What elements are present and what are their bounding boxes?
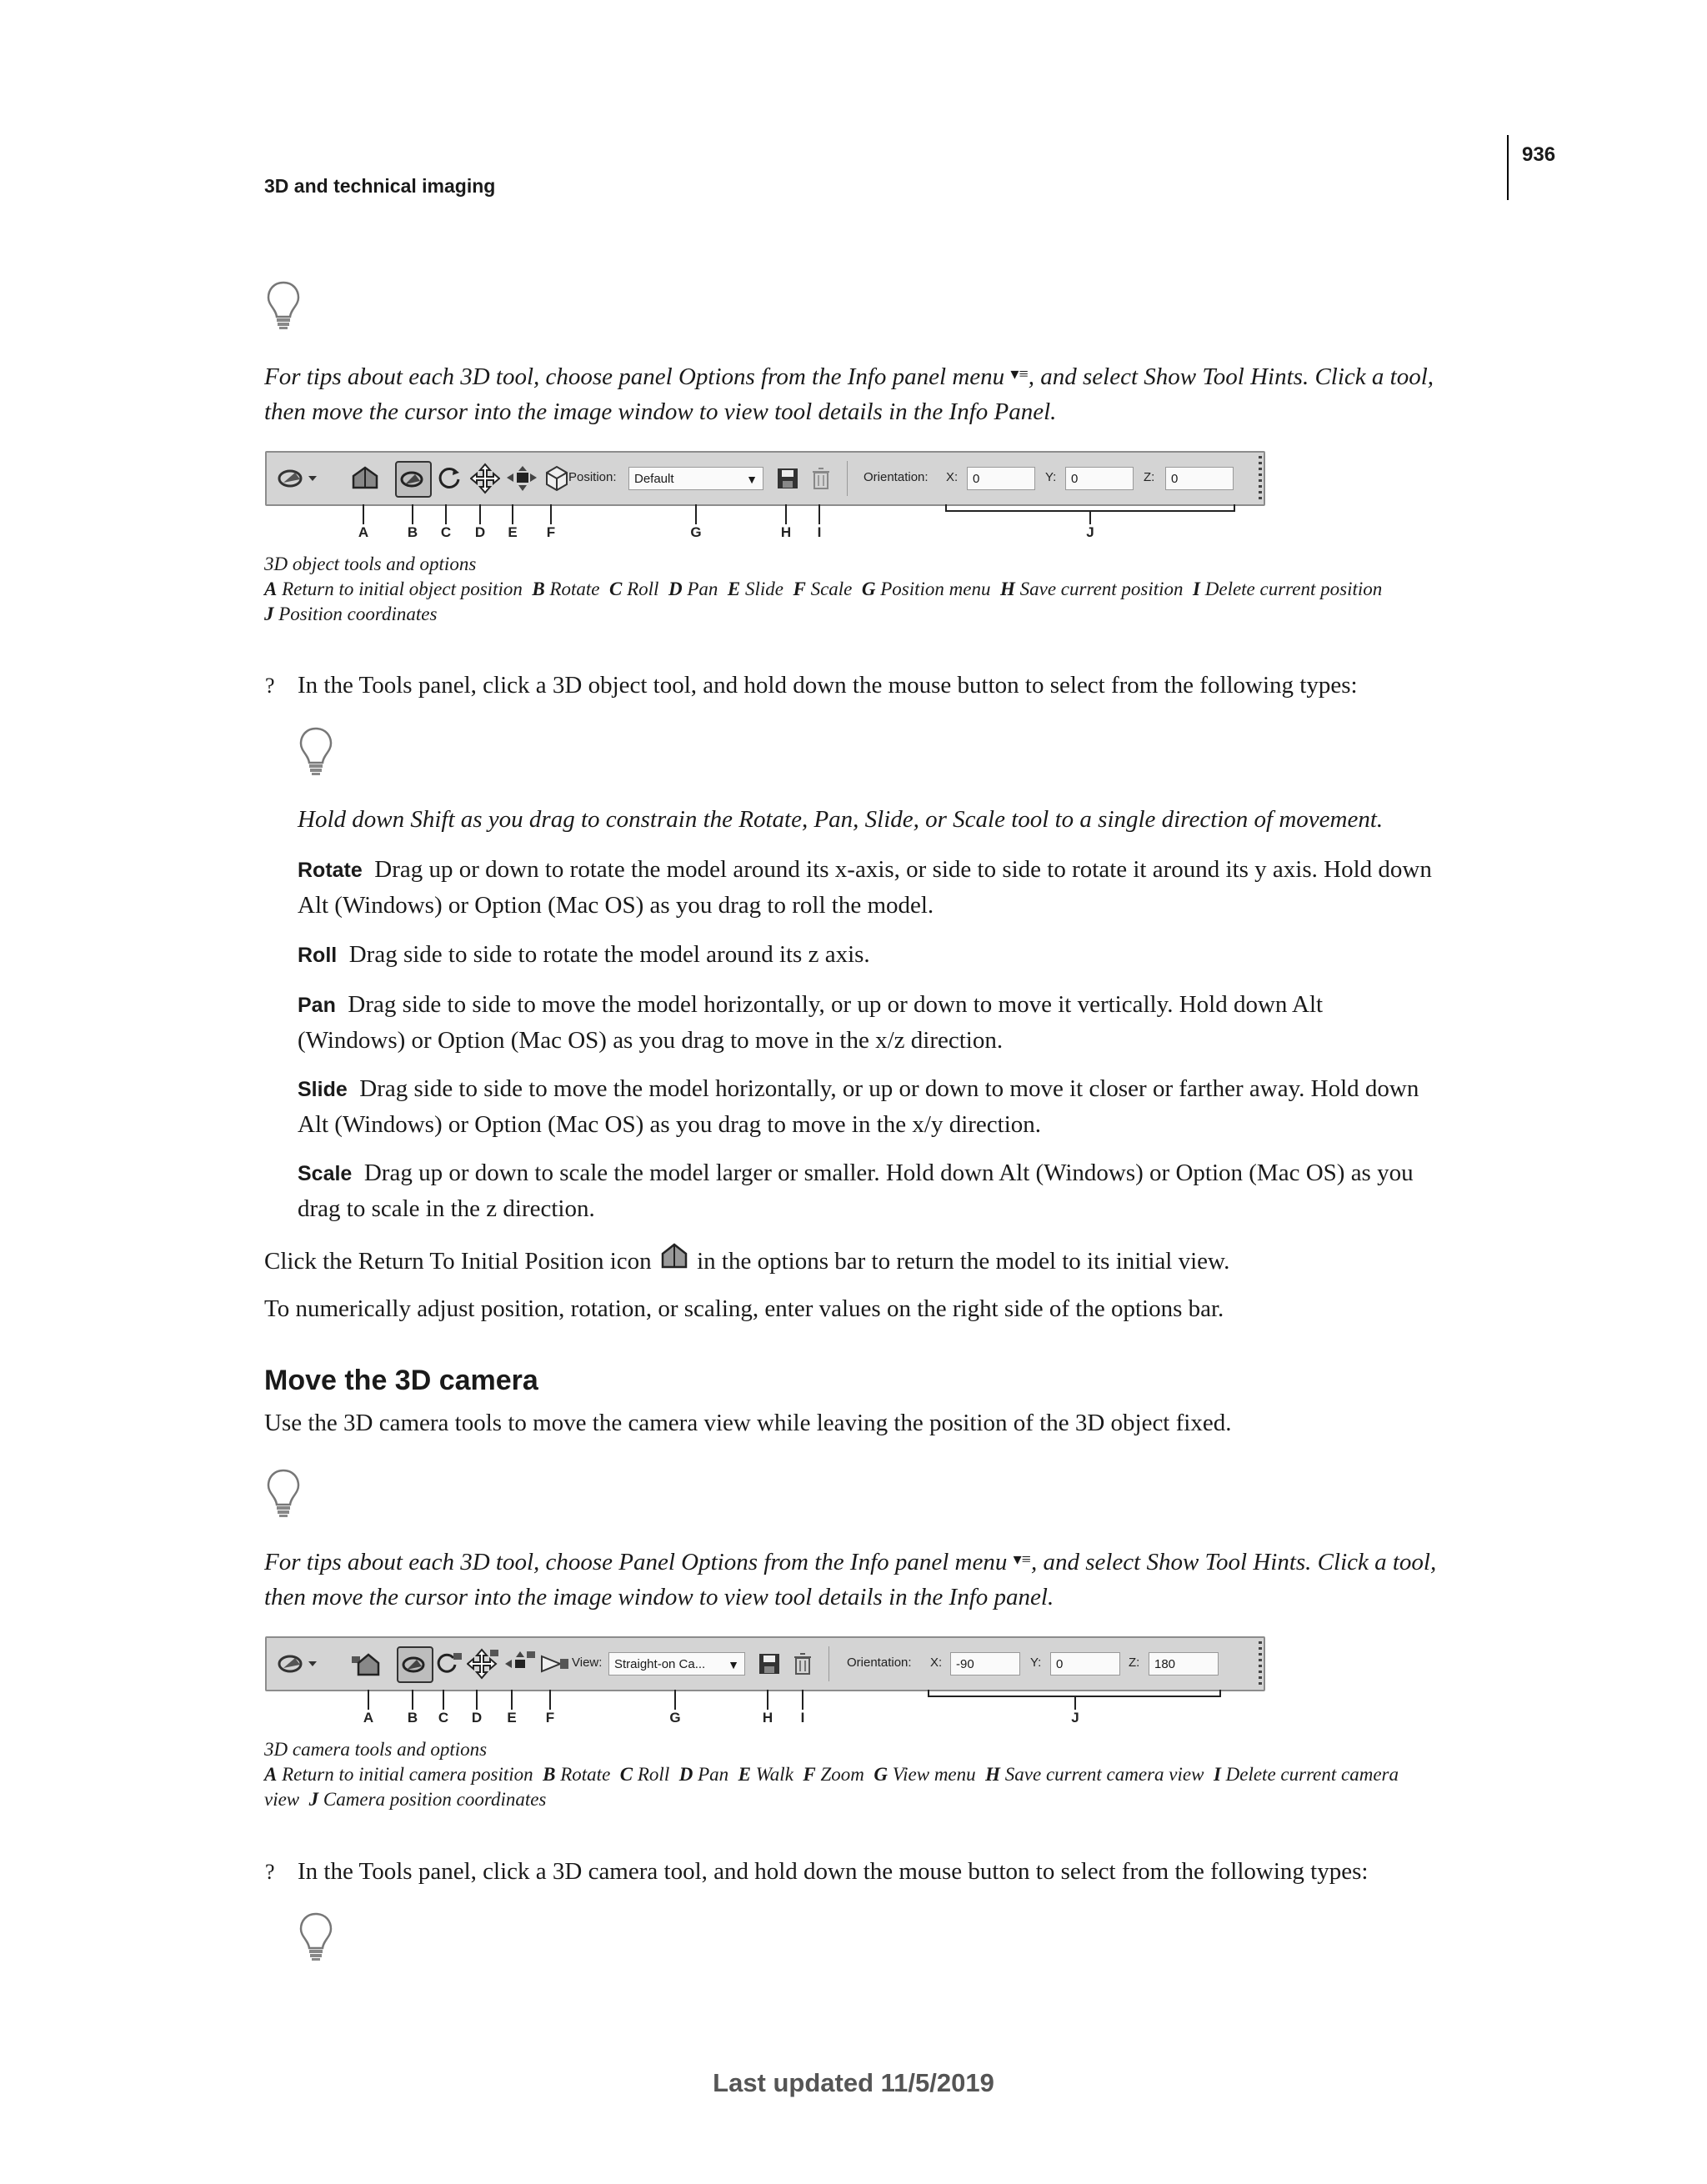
callout-i: I bbox=[817, 524, 822, 540]
view-menu[interactable] bbox=[608, 1652, 745, 1676]
separator bbox=[828, 1646, 829, 1681]
tool-preset-icon[interactable] bbox=[275, 1650, 322, 1678]
header-rule bbox=[1507, 135, 1509, 200]
camera-options-bar bbox=[265, 1636, 1265, 1691]
return-to-initial-position-icon[interactable] bbox=[350, 464, 380, 493]
callout-b: B bbox=[407, 524, 418, 540]
term-slide: Slide Drag side to side to move the model horizontally, or up or down to move it closer or farther away. Hold down Alt (Windows) or Option (Mac OS) as you drag to move in the x/y direction. bbox=[298, 1075, 1419, 1138]
callout-lines bbox=[265, 1690, 1265, 1710]
caption-legend: A Return to initial camera position B Rotate C Roll D Pan E Walk F Zoom G View menu H Save current camera view I Delete current camera view J Camera position coordinates bbox=[264, 1764, 1399, 1810]
term-scale: Scale Drag up or down to scale the model larger or smaller. Hold down Alt (Windows) or Option (Mac OS) as you drag to scale in the z direction. bbox=[298, 1160, 1414, 1222]
callout-c: C bbox=[440, 524, 452, 540]
term-label: Rotate bbox=[298, 859, 363, 882]
view-menu-value: Straight-on Ca... bbox=[614, 1657, 706, 1671]
numeric-paragraph: To numerically adjust position, rotation, or scaling, enter values on the right side of the options bar. bbox=[264, 1295, 1224, 1322]
toolbar-grip[interactable] bbox=[1259, 1641, 1262, 1686]
lightbulb-icon bbox=[298, 1911, 334, 1963]
callout-e: E bbox=[508, 524, 518, 540]
term-label: Scale bbox=[298, 1162, 353, 1185]
zoom-icon[interactable] bbox=[538, 1650, 572, 1678]
callout-lines bbox=[265, 504, 1265, 524]
toolbar-figure-camera bbox=[265, 1636, 1265, 1728]
term-label: Pan bbox=[298, 994, 336, 1017]
return-paragraph: Click the Return To Initial Position icon in the options bar to return the model to its initial view. bbox=[264, 1240, 1514, 1279]
object-options-bar bbox=[265, 451, 1265, 506]
callout-d: D bbox=[474, 524, 486, 540]
step-bullet: ? bbox=[265, 674, 275, 698]
orbit-icon bbox=[398, 1648, 432, 1681]
x-label: X: bbox=[930, 1656, 943, 1670]
term-pan: Pan Drag side to side to move the model horizontally, or up or down to move it vertically. Hold down Alt (Windows) or Option (Mac OS) as you drag to move in the x/z direction. bbox=[298, 991, 1324, 1054]
x-label: X: bbox=[946, 470, 959, 484]
z-label: Z: bbox=[1144, 470, 1155, 484]
rotate-tool-button[interactable] bbox=[395, 461, 432, 498]
term-label: Slide bbox=[298, 1078, 348, 1101]
footer-updated: Last updated 11/5/2019 bbox=[713, 2068, 994, 2097]
caption-title: 3D object tools and options bbox=[264, 554, 477, 574]
tip-text: For tips about each 3D tool, choose panel Options from the Info panel menu ▾≡, and select Show Tool Hints. Click a tool, then move the cursor into the image window to view tool details in the Info Panel. bbox=[264, 363, 1434, 425]
callout-e: E bbox=[507, 1710, 517, 1726]
delete-position-icon[interactable] bbox=[810, 466, 832, 491]
lightbulb-icon bbox=[265, 280, 302, 332]
callout-c: C bbox=[438, 1710, 449, 1726]
term-roll: Roll Drag side to side to rotate the model around its z axis. bbox=[298, 941, 870, 968]
panel-menu-icon: ▾≡ bbox=[1013, 1550, 1031, 1569]
figure-caption bbox=[264, 1737, 1514, 1812]
callout-a: A bbox=[363, 1710, 374, 1726]
view-label: View: bbox=[572, 1656, 603, 1670]
rotate-icon bbox=[397, 463, 430, 496]
chevron-down-icon: ▼ bbox=[746, 473, 758, 486]
callout-g: G bbox=[669, 1710, 681, 1726]
scale-icon[interactable] bbox=[542, 463, 572, 493]
callout-a: A bbox=[358, 524, 369, 540]
callout-f: F bbox=[546, 524, 556, 540]
separator bbox=[847, 461, 848, 496]
caption-legend: A Return to initial object position B Rotate C Roll D Pan E Slide F Scale G Position menu H Save current position I Delete current position J Position coordinates bbox=[264, 579, 1383, 624]
save-camera-view-icon[interactable] bbox=[757, 1651, 782, 1676]
callout-h: H bbox=[762, 1710, 773, 1726]
toolbar-figure-object bbox=[265, 451, 1265, 543]
caption-title: 3D camera tools and options bbox=[264, 1739, 488, 1760]
callout-d: D bbox=[471, 1710, 483, 1726]
callout-h: H bbox=[780, 524, 792, 540]
page-number: 936 bbox=[1522, 143, 1556, 166]
position-menu[interactable] bbox=[628, 467, 763, 490]
step-text: In the Tools panel, click a 3D camera tool, and hold down the mouse button to select from the following types: bbox=[298, 1858, 1369, 1885]
panel-menu-icon: ▾≡ bbox=[1010, 365, 1029, 383]
z-input[interactable]: 0 bbox=[1165, 467, 1234, 490]
lightbulb-icon bbox=[265, 1468, 302, 1520]
chevron-down-icon: ▼ bbox=[728, 1658, 739, 1671]
term-label: Roll bbox=[298, 944, 338, 967]
y-label: Y: bbox=[1045, 470, 1057, 484]
callout-g: G bbox=[690, 524, 702, 540]
section-heading: Move the 3D camera bbox=[264, 1365, 538, 1396]
callout-j: J bbox=[1086, 524, 1094, 540]
step-bullet: ? bbox=[265, 1860, 275, 1884]
tip-text: Hold down Shift as you drag to constrain the Rotate, Pan, Slide, or Scale tool to a single direction of movement. bbox=[298, 806, 1384, 833]
camera-pan-icon[interactable] bbox=[467, 1648, 500, 1680]
tip-text: For tips about each 3D tool, choose Panel Options from the Info panel menu ▾≡, and select Show Tool Hints. Click a tool, then move the cursor into the image window to view tool details in the Info panel. bbox=[264, 1549, 1437, 1610]
x-input[interactable]: 0 bbox=[967, 467, 1035, 490]
home-cube-icon bbox=[658, 1240, 691, 1272]
camera-roll-icon[interactable] bbox=[433, 1650, 463, 1678]
callout-i: I bbox=[800, 1710, 805, 1726]
position-label: Position: bbox=[568, 470, 617, 484]
delete-camera-view-icon[interactable] bbox=[792, 1651, 813, 1676]
roll-icon[interactable] bbox=[435, 464, 463, 493]
section-intro: Use the 3D camera tools to move the camera view while leaving the position of the 3D object fixed. bbox=[264, 1410, 1232, 1436]
position-menu-value: Default bbox=[634, 472, 674, 486]
y-label: Y: bbox=[1030, 1656, 1042, 1670]
orientation-label: Orientation: bbox=[864, 470, 929, 484]
figure-caption bbox=[264, 552, 1514, 627]
walk-icon[interactable] bbox=[503, 1650, 537, 1678]
lightbulb-icon bbox=[298, 726, 334, 778]
return-to-initial-camera-icon[interactable] bbox=[350, 1650, 383, 1680]
z-input[interactable]: 180 bbox=[1149, 1652, 1219, 1676]
slide-icon[interactable] bbox=[505, 464, 538, 493]
toolbar-grip[interactable] bbox=[1259, 456, 1262, 501]
save-position-icon[interactable] bbox=[775, 466, 800, 491]
step-text: In the Tools panel, click a 3D object tool, and hold down the mouse button to select from the following types: bbox=[298, 672, 1358, 699]
callout-j: J bbox=[1071, 1710, 1079, 1726]
z-label: Z: bbox=[1129, 1656, 1140, 1670]
x-input[interactable]: -90 bbox=[950, 1652, 1020, 1676]
tool-preset-icon[interactable] bbox=[275, 464, 322, 493]
callout-b: B bbox=[407, 1710, 418, 1726]
pan-icon[interactable] bbox=[470, 463, 500, 494]
orientation-label: Orientation: bbox=[847, 1656, 912, 1670]
callout-f: F bbox=[545, 1710, 555, 1726]
orbit-tool-button[interactable] bbox=[397, 1646, 433, 1683]
running-head: 3D and technical imaging bbox=[264, 175, 496, 197]
y-input[interactable]: 0 bbox=[1050, 1652, 1120, 1676]
term-rotate: Rotate Drag up or down to rotate the model around its x-axis, or side to side to rotate it around its y axis. Hold down Alt (Windows) or Option (Mac OS) as you drag to roll the model. bbox=[298, 856, 1432, 919]
y-input[interactable]: 0 bbox=[1065, 467, 1134, 490]
